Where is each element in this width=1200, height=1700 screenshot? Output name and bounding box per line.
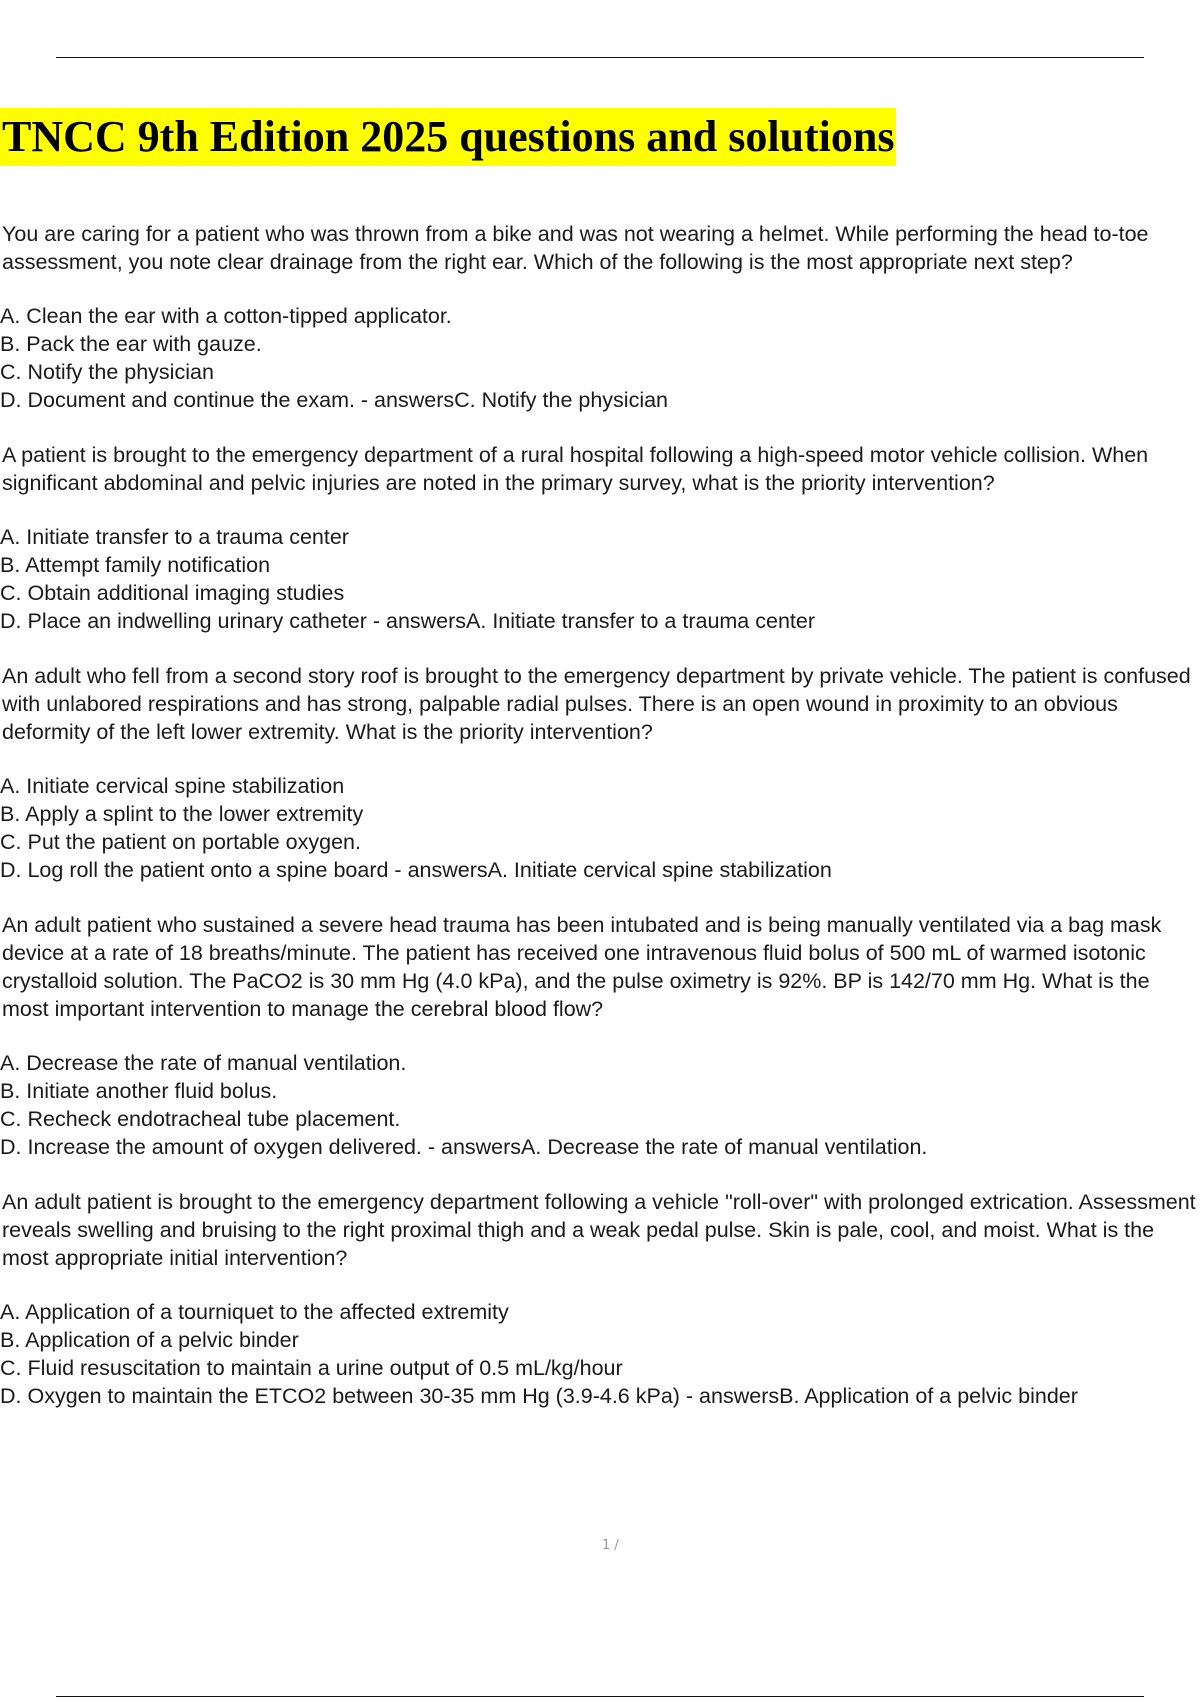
- answer-option-d: D. Log roll the patient onto a spine board - answersA. Initiate cervical spine stabilization: [0, 858, 832, 882]
- answer-option-c: C. Fluid resuscitation to maintain a urine output of 0.5 mL/kg/hour: [0, 1356, 623, 1380]
- answer-option-c: C. Obtain additional imaging studies: [0, 581, 345, 605]
- answer-option-b: B. Initiate another fluid bolus.: [0, 1079, 278, 1103]
- top-divider: [56, 57, 1144, 58]
- title-block: [0, 108, 896, 166]
- question-list: [0, 220, 1200, 1410]
- answer-option-d: D. Place an indwelling urinary catheter - answersA. Initiate transfer to a trauma center: [0, 609, 815, 633]
- answer-option-d: D. Increase the amount of oxygen delivered. - answersA. Decrease the rate of manual ventilation.: [0, 1135, 928, 1159]
- answer-option-a: A. Clean the ear with a cotton-tipped applicator.: [0, 304, 452, 328]
- answer-option-b: B. Pack the ear with gauze.: [0, 332, 262, 356]
- document-title: TNCC 9th Edition 2025 questions and solutions: [0, 108, 896, 166]
- answer-option-c: C. Recheck endotracheal tube placement.: [0, 1107, 401, 1131]
- answer-option-c: C. Notify the physician: [0, 360, 214, 384]
- question-text: An adult patient who sustained a severe head trauma has been intubated and is being manually ventilated via a bag mask device at a rate of 18 breaths/minute. The patient has received one intravenous fluid bolus of 500 mL of warmed isotonic crystalloid solution. The PaCO2 is 30 mm Hg (4.0 kPa), and the pulse oximetry is 92%. BP is 142/70 mm Hg. What is the most important intervention to manage the cerebral blood flow?: [2, 913, 1162, 1021]
- answer-option-d: D. Document and continue the exam. - answersC. Notify the physician: [0, 388, 669, 412]
- answer-option-c: C. Put the patient on portable oxygen.: [0, 830, 361, 854]
- answer-option-a: A. Decrease the rate of manual ventilation.: [0, 1051, 407, 1075]
- question-text: A patient is brought to the emergency department of a rural hospital following a high-speed motor vehicle collision. When significant abdominal and pelvic injuries are noted in the primary survey, what is the priority intervention?: [2, 443, 1149, 495]
- answer-option-a: A. Initiate cervical spine stabilization: [0, 774, 345, 798]
- bottom-divider: [56, 1696, 1144, 1697]
- question-text: An adult who fell from a second story roof is brought to the emergency department by private vehicle. The patient is confused with unlabored respirations and has strong, palpable radial pulses. There is an open wound in proximity to an obvious deformity of the left lower extremity. What is the priority intervention?: [2, 664, 1191, 744]
- page-number: 1 /: [602, 1538, 619, 1553]
- question-block-3: [0, 662, 1200, 884]
- answer-option-b: B. Attempt family notification: [0, 553, 271, 577]
- question-block-4: [0, 911, 1200, 1161]
- answer-option-d: D. Oxygen to maintain the ETCO2 between 30-35 mm Hg (3.9-4.6 kPa) - answersB. Application of a pelvic binder: [0, 1384, 1078, 1408]
- question-block-1: [0, 220, 1200, 414]
- answer-option-a: A. Application of a tourniquet to the affected extremity: [0, 1300, 509, 1324]
- question-block-5: [0, 1188, 1200, 1410]
- question-text: You are caring for a patient who was thrown from a bike and was not wearing a helmet. While performing the head to-toe assessment, you note clear drainage from the right ear. Which of the following is the most appropriate next step?: [2, 222, 1149, 274]
- answer-option-b: B. Application of a pelvic binder: [0, 1328, 299, 1352]
- question-text: An adult patient is brought to the emergency department following a vehicle "roll-over" with prolonged extrication. Assessment reveals swelling and bruising to the right proximal thigh and a weak pedal pulse. Skin is pale, cool, and moist. What is the most appropriate initial intervention?: [2, 1190, 1196, 1270]
- question-block-2: [0, 441, 1200, 635]
- answer-option-a: A. Initiate transfer to a trauma center: [0, 525, 349, 549]
- answer-option-b: B. Apply a splint to the lower extremity: [0, 802, 364, 826]
